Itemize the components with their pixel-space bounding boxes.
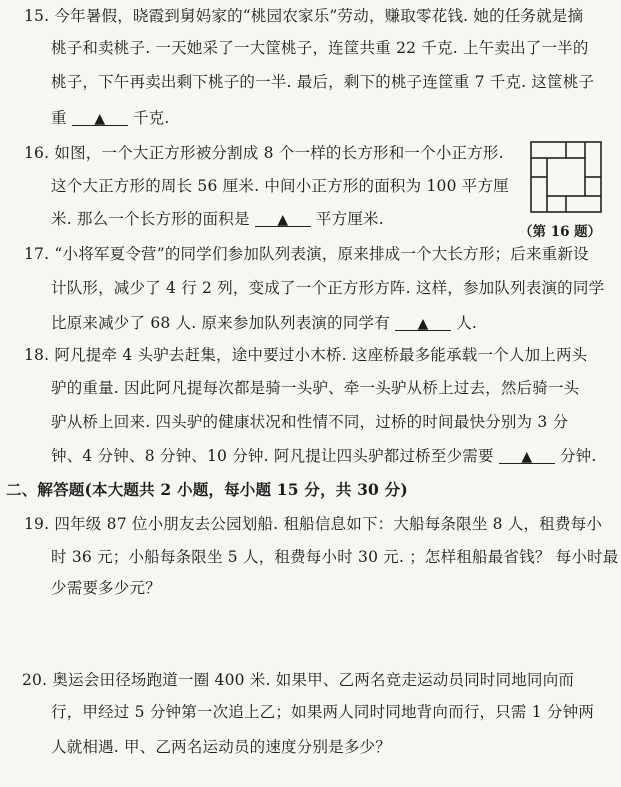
q18-text-4-pre: 钟、4 分钟、8 分钟、10 分钟. 阿凡提让四头驴都过桥至少需要 [51, 447, 494, 465]
q16-text-3-post: 平方厘米. [315, 210, 384, 228]
q16-line-1 [24, 143, 504, 163]
section-2-heading: 二、解答题(本大题共 2 小题，每小题 15 分，共 30 分) [6, 480, 408, 499]
q15-text-4-post: 千克. [132, 109, 170, 127]
q20-line-1 [22, 670, 574, 690]
q18-line-2: 驴的重量. 因此阿凡提每次都是骑一头驴、牵一头驴从桥上过去，然后骑一头 [51, 379, 580, 397]
q16-line-3 [51, 209, 384, 229]
triangle-marker-icon: ▲ [277, 212, 289, 228]
q15-text-4-pre: 重 [51, 109, 67, 127]
q15-answer-blank[interactable] [72, 109, 128, 126]
q17-line-2: 计队形，减少了 4 行 2 列，变成了一个正方形方阵. 这样，参加队列表演的同学 [51, 279, 605, 297]
q16-line-2: 这个大正方形的周长 56 厘米. 中间小正方形的面积为 100 平方厘 [51, 177, 509, 195]
q17-text-1: “小将军夏令营”的同学们参加队列表演，原来排成一个大长方形；后来重新设 [54, 245, 589, 263]
q17-text-3-post: 人. [456, 314, 478, 332]
q18-line-4 [51, 446, 597, 466]
q17-line-1 [24, 244, 589, 264]
q19-number: 19. [24, 515, 50, 533]
triangle-marker-icon: ▲ [521, 449, 533, 465]
q19-line-3: 少需要多少元？ [51, 579, 161, 597]
q16-square-figure [525, 138, 605, 216]
q18-text-4-post: 分钟. [559, 447, 597, 465]
q17-answer-blank[interactable] [395, 314, 451, 331]
q20-text-1: 奥运会田径场跑道一圈 400 米. 如果甲、乙两名竞走运动员同时同地同向而 [52, 671, 575, 689]
q15-number: 15. [24, 7, 50, 25]
triangle-marker-icon: ▲ [417, 316, 429, 332]
q18-number: 18. [24, 346, 50, 364]
q18-line-3: 驴从桥上回来. 四头驴的健康状况和性情不同，过桥的时间最快分别为 3 分 [51, 413, 569, 431]
q15-line-2: 桃子和卖桃子. 一天她采了一大筐桃子，连筐共重 22 千克. 上午卖出了一半的 [51, 39, 589, 57]
q20-line-3: 人就相遇. 甲、乙两名运动员的速度分别是多少？ [51, 738, 391, 756]
triangle-marker-icon: ▲ [94, 111, 106, 127]
q18-answer-blank[interactable] [499, 447, 555, 464]
q17-text-3-pre: 比原来减少了 68 人. 原来参加队列表演的同学有 [51, 314, 390, 332]
q18-line-1 [24, 345, 587, 365]
q17-line-3 [51, 313, 477, 333]
q20-line-2: 行，甲经过 5 分钟第一次追上乙；如果两人同时同地背向而行，只需 1 分钟两 [51, 703, 595, 721]
q19-text-1: 四年级 87 位小朋友去公园划船. 租船信息如下：大船每条限坐 8 人，租费每小 [54, 515, 603, 533]
q16-figure-caption: （第 16 题） [519, 224, 602, 240]
q20-number: 20. [22, 671, 48, 689]
q16-answer-blank[interactable] [255, 210, 311, 227]
q18-text-1: 阿凡提牵 4 头驴去赶集，途中要过小木桥. 这座桥最多能承载一个人加上两头 [54, 346, 588, 364]
inner-square [547, 158, 585, 196]
q19-line-2: 时 36 元；小船每条限坐 5 人，租费每小时 30 元. ；怎样租船最省钱？ 每小时最 [51, 548, 619, 566]
q17-number: 17. [24, 245, 50, 263]
q15-line-4 [51, 108, 170, 128]
q15-line-3: 桃子，下午再卖出剩下桃子的一半. 最后，剩下的桃子连筐重 7 千克. 这筐桃子 [51, 73, 595, 91]
q19-line-1 [24, 514, 602, 534]
q16-number: 16. [24, 144, 50, 162]
q15-text-1: 今年暑假，晓霞到舅妈家的“桃园农家乐”劳动，赚取零花钱. 她的任务就是摘 [54, 7, 584, 25]
q16-text-1: 如图，一个大正方形被分割成 8 个一样的长方形和一个小正方形. [54, 144, 504, 162]
q16-text-3-pre: 米. 那么一个长方形的面积是 [51, 210, 250, 228]
q15-line-1 [24, 6, 583, 26]
